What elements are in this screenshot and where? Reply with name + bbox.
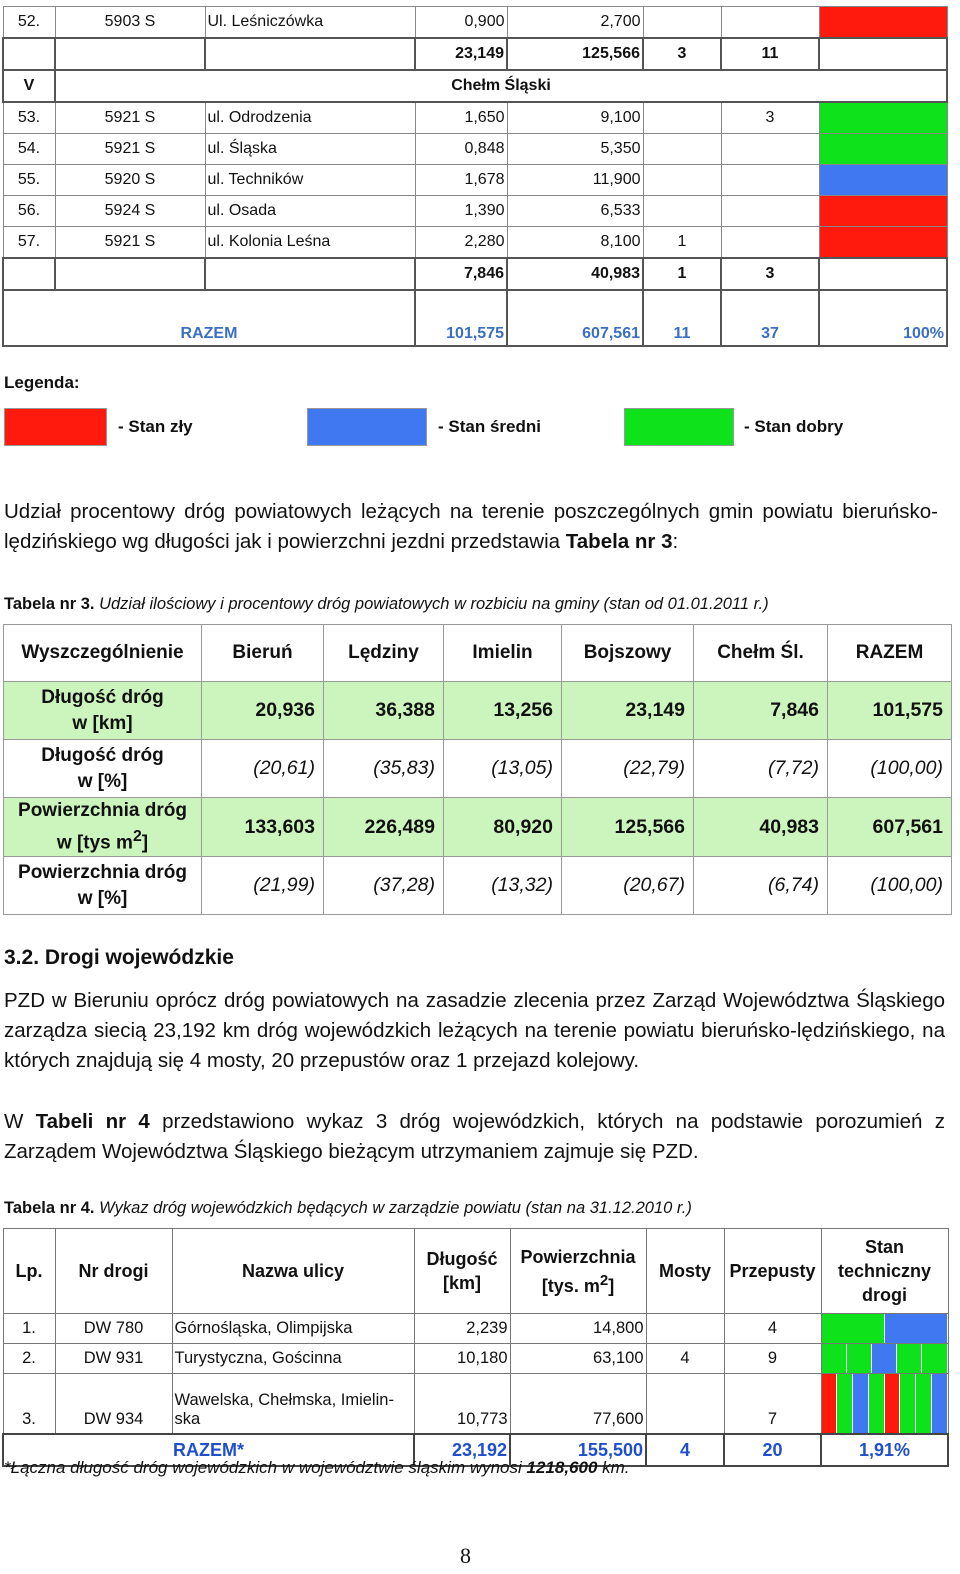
cell-street xyxy=(172,1374,414,1435)
street-line1: Turystyczna, Gościnna xyxy=(174,1349,342,1367)
condition-swatch xyxy=(820,165,947,195)
table-row xyxy=(3,1314,948,1344)
condition-segment xyxy=(822,1314,885,1343)
total-label: RAZEM* xyxy=(3,1434,414,1466)
street-line1: Wawelska, Chełmska, Imielin- xyxy=(174,1391,394,1409)
cell-road-number: DW 931 xyxy=(55,1344,172,1374)
cell-lp: 3. xyxy=(3,1374,55,1435)
cell-condition xyxy=(819,134,947,165)
table-row xyxy=(4,682,952,740)
cell-bridges: 4 xyxy=(646,1344,724,1374)
cell-lp: 52. xyxy=(3,7,55,39)
roads-table-continuation xyxy=(2,6,948,347)
legend-label-medium: - Stan średni xyxy=(438,417,541,436)
row-label xyxy=(4,740,202,798)
subtotal-length: 7,846 xyxy=(415,258,507,290)
cell-bridges xyxy=(646,1314,724,1344)
cell-lp xyxy=(3,38,55,70)
condition-segment xyxy=(853,1374,869,1433)
total-length: 23,192 xyxy=(414,1434,510,1466)
col-header-length: Długość [km] xyxy=(414,1229,510,1314)
row-label xyxy=(4,798,202,857)
cell-value: (20,61) xyxy=(202,740,324,798)
col-header-street-name: Nazwa ulicy xyxy=(172,1229,414,1314)
cell-lp: 53. xyxy=(3,102,55,134)
table3-share-by-commune xyxy=(3,624,952,915)
cell-culverts xyxy=(721,227,819,259)
legend-label-bad: - Stan zły xyxy=(118,417,193,436)
total-area: 607,561 xyxy=(507,290,643,346)
total-row xyxy=(3,290,947,346)
cell-culverts: 3 xyxy=(721,102,819,134)
condition-swatch xyxy=(820,134,947,164)
cell-culverts: 7 xyxy=(724,1374,821,1435)
table-row xyxy=(3,134,947,165)
condition-swatch xyxy=(820,227,947,257)
cell-road-number: 5903 S xyxy=(55,7,205,39)
cell-culverts xyxy=(721,165,819,196)
cell-road-number xyxy=(55,38,205,70)
condition-swatch xyxy=(820,7,947,37)
condition-segment xyxy=(872,1344,897,1373)
condition-segment xyxy=(847,1344,872,1373)
cell-length: 1,390 xyxy=(415,196,507,227)
cell-length: 2,280 xyxy=(415,227,507,259)
condition-stripes xyxy=(822,1374,948,1433)
table-row xyxy=(4,857,952,915)
row-label-line1: Powierzchnia dróg xyxy=(18,861,187,883)
condition-segment xyxy=(900,1374,916,1433)
condition-segment xyxy=(885,1374,901,1433)
cell-value: 607,561 xyxy=(828,798,952,857)
cell-empty xyxy=(55,258,205,290)
col-header: Lędziny xyxy=(324,625,444,682)
cell-condition xyxy=(819,7,947,39)
cell-length: 1,678 xyxy=(415,165,507,196)
cell-empty xyxy=(3,258,55,290)
cell-bridges xyxy=(643,102,721,134)
row-label xyxy=(4,682,202,740)
total-bridges: 11 xyxy=(643,290,721,346)
table-row xyxy=(3,102,947,134)
cell-value: (37,28) xyxy=(324,857,444,915)
table-row xyxy=(3,70,947,102)
cell-bridges: 1 xyxy=(643,227,721,259)
cell-bridges xyxy=(643,7,721,39)
cell-road-number: 5921 S xyxy=(55,102,205,134)
legend-swatch-bad xyxy=(4,408,107,446)
cell-lp: 55. xyxy=(3,165,55,196)
table-row xyxy=(3,227,947,259)
row-label-line1: Długość dróg xyxy=(41,686,164,708)
cell-value: 101,575 xyxy=(828,682,952,740)
row-label xyxy=(4,857,202,915)
subtotal-area: 40,983 xyxy=(507,258,643,290)
cell-bridges xyxy=(646,1374,724,1435)
cell-value: 40,983 xyxy=(694,798,828,857)
cell-value: 80,920 xyxy=(444,798,562,857)
row-label-line2: w [km] xyxy=(72,712,133,734)
cell-value: (100,00) xyxy=(828,857,952,915)
condition-swatch xyxy=(820,196,947,226)
col-header-bridges: Mosty xyxy=(646,1229,724,1314)
cell-length: 0,900 xyxy=(415,7,507,39)
condition-segment xyxy=(822,1374,838,1433)
cell-condition xyxy=(819,102,947,134)
cell-value: (22,79) xyxy=(562,740,694,798)
table-row xyxy=(4,740,952,798)
cell-bridges xyxy=(643,196,721,227)
cell-value: (35,83) xyxy=(324,740,444,798)
condition-segment xyxy=(869,1374,885,1433)
table-row xyxy=(3,7,947,39)
cell-value: 13,256 xyxy=(444,682,562,740)
total-label: RAZEM xyxy=(3,290,415,346)
cell-culverts xyxy=(721,134,819,165)
col-header: Wyszczególnienie xyxy=(4,625,202,682)
cell-lp: 56. xyxy=(3,196,55,227)
cell-value: 226,489 xyxy=(324,798,444,857)
col-header-lp: Lp. xyxy=(3,1229,55,1314)
paragraph-voivodeship-roads: PZD w Bieruniu oprócz dróg powiatowych na zasadzie zlecenia przez Zarząd Województwa Śląskiego zarządza siecią 23,192 km dróg wojewódzkich leżących na terenie powiatu bieruńsko-lędzińskiego, na których znajdują się 4 mosty, 20 przepustów oraz 1 przejazd kolejowy. xyxy=(4,989,945,1072)
legend-label-good: - Stan dobry xyxy=(744,417,844,436)
total-bridges: 4 xyxy=(646,1434,724,1466)
cell-value: 36,388 xyxy=(324,682,444,740)
cell-area: 77,600 xyxy=(510,1374,646,1435)
cell-street: ul. Kolonia Leśna xyxy=(205,227,415,259)
cell-length: 1,650 xyxy=(415,102,507,134)
cell-length: 2,239 xyxy=(414,1314,510,1344)
cell-street xyxy=(172,1314,414,1344)
col-header: RAZEM xyxy=(828,625,952,682)
condition-segment xyxy=(932,1374,948,1433)
cell-bridges: 3 xyxy=(643,38,721,70)
cell-culverts xyxy=(721,7,819,39)
cell-area: 5,350 xyxy=(507,134,643,165)
section-heading-voivodeship-roads: 3.2. Drogi wojewódzkie xyxy=(4,946,234,969)
condition-segment xyxy=(916,1374,932,1433)
cell-value: (13,05) xyxy=(444,740,562,798)
table-row xyxy=(4,798,952,857)
table3-caption: Tabela nr 3. Udział ilościowy i procentowy dróg powiatowych w rozbiciu na gminy (stan od 01.01.2011 r.) xyxy=(4,595,769,613)
cell-street: ul. Techników xyxy=(205,165,415,196)
cell-condition xyxy=(821,1314,948,1344)
total-area: 155,500 xyxy=(510,1434,646,1466)
cell-value: (7,72) xyxy=(694,740,828,798)
cell-condition xyxy=(819,196,947,227)
page-number: 8 xyxy=(460,1543,471,1568)
condition-stripes xyxy=(822,1314,948,1343)
table-row xyxy=(3,1374,948,1435)
cell-area: 14,800 xyxy=(510,1314,646,1344)
row-label-line1: Powierzchnia dróg xyxy=(18,800,187,821)
cell-street xyxy=(205,38,415,70)
cell-lp: 1. xyxy=(3,1314,55,1344)
table4-caption: Tabela nr 4. Wykaz dróg wojewódzkich będących w zarządzie powiatu (stan na 31.12.2010 r.) xyxy=(4,1199,692,1217)
cell-road-number: 5921 S xyxy=(55,227,205,259)
cell-road-number: DW 780 xyxy=(55,1314,172,1344)
total-length: 101,575 xyxy=(415,290,507,346)
cell-street: ul. Śląska xyxy=(205,134,415,165)
row-label-line2: w [%] xyxy=(77,770,128,792)
cell-lp: 2. xyxy=(3,1344,55,1374)
cell-length: 10,773 xyxy=(414,1374,510,1435)
table-row xyxy=(3,196,947,227)
cell-bridges xyxy=(643,134,721,165)
table-row xyxy=(3,38,947,70)
subtotal-bridges: 1 xyxy=(643,258,721,290)
legend-title: Legenda: xyxy=(4,373,80,392)
cell-road-number: DW 934 xyxy=(55,1374,172,1435)
cell-lp: 54. xyxy=(3,134,55,165)
cell-value: (6,74) xyxy=(694,857,828,915)
subtotal-culverts: 3 xyxy=(721,258,819,290)
cell-area: 9,100 xyxy=(507,102,643,134)
condition-segment xyxy=(897,1344,922,1373)
condition-segment xyxy=(885,1314,948,1343)
cell-culverts: 9 xyxy=(724,1344,821,1374)
cell-area: 125,566 xyxy=(507,38,643,70)
cell-value: (13,32) xyxy=(444,857,562,915)
condition-stripes xyxy=(822,1344,948,1373)
condition-segment xyxy=(837,1374,853,1433)
cell-area: 6,533 xyxy=(507,196,643,227)
cell-culverts: 4 xyxy=(724,1314,821,1344)
cell-area: 63,100 xyxy=(510,1344,646,1374)
cell-road-number: 5924 S xyxy=(55,196,205,227)
cell-empty xyxy=(819,258,947,290)
paragraph-share-intro: Udział procentowy dróg powiatowych leżących na terenie poszczególnych gmin powiatu bieruńsko-lędzińskiego wg długości jak i powierzchni jezdni przedstawia Tabela nr 3: xyxy=(4,500,938,553)
col-header: Bieruń xyxy=(202,625,324,682)
table4-voivodeship-roads xyxy=(2,1228,949,1467)
cell-road-number: 5920 S xyxy=(55,165,205,196)
cell-condition xyxy=(821,1344,948,1374)
cell-value: 125,566 xyxy=(562,798,694,857)
cell-road-number: 5921 S xyxy=(55,134,205,165)
condition-segment xyxy=(922,1344,947,1373)
col-header: Bojszowy xyxy=(562,625,694,682)
row-label-line2: w [%] xyxy=(77,887,128,909)
superscript: 2 xyxy=(132,828,142,845)
total-percent: 1,91% xyxy=(821,1434,948,1466)
row-label-line1: Długość dróg xyxy=(41,744,164,766)
row-label-line2-end: ] xyxy=(141,832,149,854)
cell-street: Ul. Leśniczówka xyxy=(205,7,415,39)
cell-culverts: 11 xyxy=(721,38,819,70)
street-line1: Górnośląska, Olimpijska xyxy=(174,1319,353,1337)
col-header: Imielin xyxy=(444,625,562,682)
cell-condition xyxy=(819,38,947,70)
footnote: *Łączna długość dróg wojewódzkich w województwie śląskim wynosi 1218,600 km. xyxy=(4,1458,630,1477)
cell-condition xyxy=(819,165,947,196)
subtotal-row xyxy=(3,258,947,290)
row-label-line2: w [tys m xyxy=(56,832,133,854)
cell-length: 10,180 xyxy=(414,1344,510,1374)
cell-value: (100,00) xyxy=(828,740,952,798)
cell-area: 11,900 xyxy=(507,165,643,196)
cell-value: 23,149 xyxy=(562,682,694,740)
cell-lp: 57. xyxy=(3,227,55,259)
cell-value: 7,846 xyxy=(694,682,828,740)
total-percent: 100% xyxy=(819,290,947,346)
col-header-road-number: Nr drogi xyxy=(55,1229,172,1314)
cell-area: 2,700 xyxy=(507,7,643,39)
cell-length: 23,149 xyxy=(415,38,507,70)
col-header: Chełm Śl. xyxy=(694,625,828,682)
cell-value: 133,603 xyxy=(202,798,324,857)
cell-value: (21,99) xyxy=(202,857,324,915)
condition-swatch xyxy=(820,103,947,133)
total-culverts: 37 xyxy=(721,290,819,346)
street-line2: ska xyxy=(174,1410,201,1428)
section-title: Chełm Śląski xyxy=(55,70,947,102)
legend-swatch-medium xyxy=(307,408,427,446)
cell-condition xyxy=(821,1374,948,1435)
paragraph-table4-intro: W Tabeli nr 4 przedstawiono wykaz 3 dróg wojewódzkich, których na podstawie porozumień z Zarządem Województwa Śląskiego bieżącym utrzymaniem zajmuje się PZD. xyxy=(4,1110,945,1163)
col-header-condition: Stan techniczny drogi xyxy=(821,1229,948,1314)
col-header-area: Powierzchnia [tys. $m^2$] xyxy=(510,1229,646,1314)
cell-culverts xyxy=(721,196,819,227)
table-row xyxy=(3,1344,948,1374)
total-culverts: 20 xyxy=(724,1434,821,1466)
cell-empty xyxy=(205,258,415,290)
legend-swatch-good xyxy=(624,408,734,446)
cell-condition xyxy=(819,227,947,259)
cell-street: ul. Odrodzenia xyxy=(205,102,415,134)
cell-length: 0,848 xyxy=(415,134,507,165)
cell-street: ul. Osada xyxy=(205,196,415,227)
cell-street xyxy=(172,1344,414,1374)
cell-value: 20,936 xyxy=(202,682,324,740)
table-row xyxy=(3,165,947,196)
condition-segment xyxy=(822,1344,847,1373)
cell-bridges xyxy=(643,165,721,196)
cell-value: (20,67) xyxy=(562,857,694,915)
col-header-culverts: Przepusty xyxy=(724,1229,821,1314)
cell-area: 8,100 xyxy=(507,227,643,259)
cell-lp: V xyxy=(3,70,55,102)
